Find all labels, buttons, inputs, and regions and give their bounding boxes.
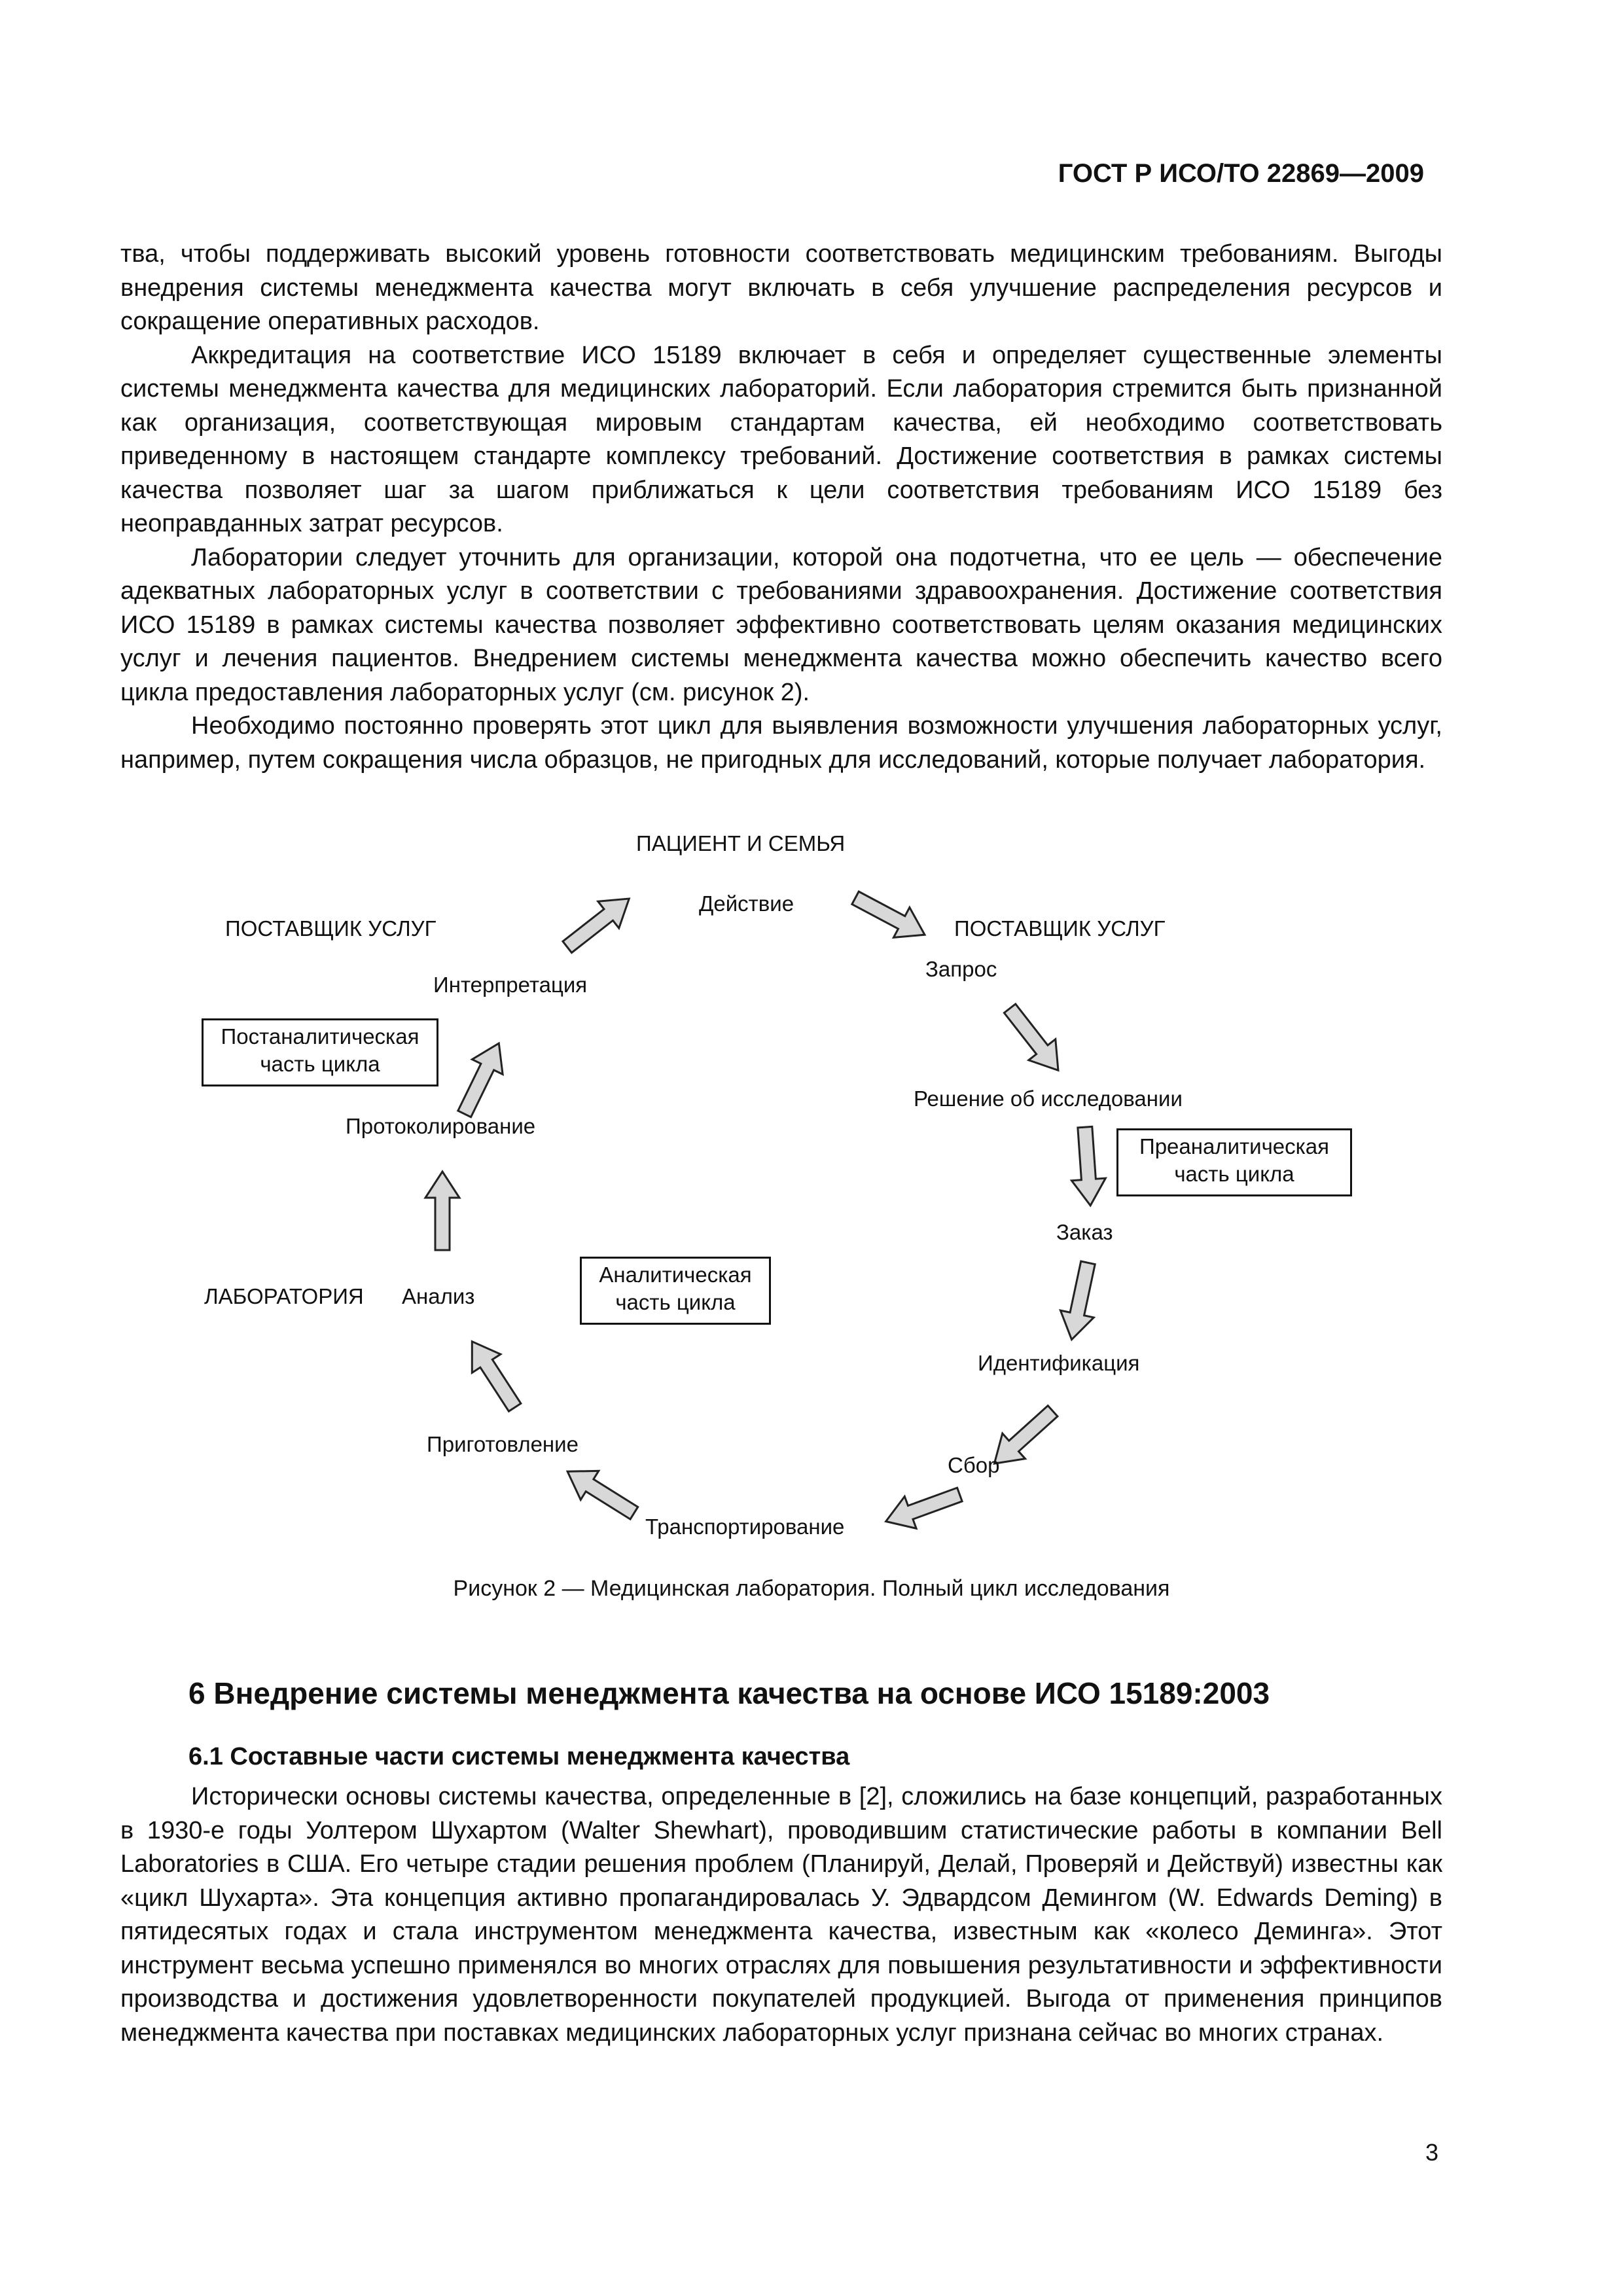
label-decision: Решение об исследовании bbox=[914, 1086, 1183, 1111]
section-6-1-heading: 6.1 Составные части системы менеджмента качества bbox=[188, 1743, 850, 1770]
label-provider-left: ПОСТАВЩИК УСЛУГ bbox=[225, 916, 437, 941]
arrow-interpretation-action bbox=[557, 886, 640, 961]
label-analysis: Анализ bbox=[402, 1284, 475, 1308]
arrow-decision-order bbox=[1068, 1126, 1107, 1206]
label-patient-family: ПАЦИЕНТ И СЕМЬЯ bbox=[636, 831, 846, 855]
paragraph-4: Необходимо постоянно проверять этот цикл для выявления возможности улучшения лабораторных услуг, например, путем сокращения числа образцов, не пригодных для исследований, которые получает лаборатория. bbox=[120, 712, 1442, 774]
label-laboratory: ЛАБОРАТОРИЯ bbox=[204, 1284, 364, 1308]
box-preanalytic-line2: часть цикла bbox=[1174, 1162, 1294, 1186]
box-analytic-line2: часть цикла bbox=[615, 1290, 736, 1314]
box-postanalytic-line2: часть цикла bbox=[260, 1052, 380, 1076]
section-6-heading: 6 Внедрение системы менеджмента качества на основе ИСО 15189:2003 bbox=[188, 1676, 1270, 1710]
label-preparation: Приготовление bbox=[427, 1432, 579, 1456]
page-number: 3 bbox=[1425, 2139, 1438, 2166]
arrow-analysis-reporting bbox=[425, 1172, 459, 1250]
arrow-action-request bbox=[847, 883, 933, 950]
figure-caption: Рисунок 2 — Медицинская лаборатория. Полный цикл исследования bbox=[453, 1576, 1170, 1601]
label-request: Запрос bbox=[925, 957, 997, 981]
document-header: ГОСТ Р ИСО/ТО 22869—2009 bbox=[1058, 159, 1424, 188]
paragraph-1: тва, чтобы поддерживать высокий уровень готовности соответствовать медицинским требованиям. Выгоды внедрения системы менеджмента качества могут включать в себя улучшение распределения ресурсов и сокращение оперативных расходов. bbox=[120, 240, 1442, 335]
box-preanalytic-line1: Преаналитическая bbox=[1139, 1134, 1330, 1158]
body-text bbox=[120, 238, 1442, 777]
arrow-reporting-interpretation bbox=[449, 1036, 514, 1122]
arrow-transport-preparation bbox=[558, 1457, 643, 1528]
section-6-1-body bbox=[120, 1780, 1442, 2050]
label-collection: Сбор bbox=[948, 1453, 1000, 1477]
paragraph-3: Лаборатории следует уточнить для организации, которой она подотчетна, что ее цель — обеспечение адекватных лабораторных услуг в соответствии с требованиями здравоохранения. Достижение соответствия ИСО 15189 в рамках системы качества позволяет эффективно соответствовать целям оказания медицинских услуг и лечения пациентов. Внедрением системы менеджмента качества можно обеспечить качество всего цикла предоставления лабораторных услуг (см. рисунок 2). bbox=[120, 543, 1442, 706]
box-preanalytic bbox=[1116, 1128, 1352, 1196]
label-reporting: Протоколирование bbox=[346, 1114, 536, 1138]
paragraph-2: Аккредитация на соответствие ИСО 15189 включает в себя и определяет существенные элементы системы менеджмента качества для медицинских лабораторий. Если лаборатория стремится быть признанной как организация, соответствующая мировым стандартам качества, ей необходимо соответствовать приведенному в настоящем стандарте комплексу требований. Достижение соответствия в рамках системы качества позволяет шаг за шагом приближаться к цели соответствия требованиям ИСО 15189 без неоправданных затрат ресурсов. bbox=[120, 341, 1442, 537]
label-provider-right: ПОСТАВЩИК УСЛУГ bbox=[954, 916, 1166, 941]
arrow-request-decision bbox=[997, 998, 1072, 1081]
box-postanalytic bbox=[202, 1018, 438, 1086]
label-interpretation: Интерпретация bbox=[433, 973, 588, 997]
label-identification: Идентификация bbox=[978, 1351, 1140, 1375]
box-postanalytic-line1: Постаналитическая bbox=[221, 1024, 419, 1049]
box-analytic-line1: Аналитическая bbox=[599, 1263, 752, 1287]
arrow-order-identification bbox=[1055, 1259, 1105, 1343]
label-action: Действие bbox=[699, 891, 794, 916]
label-transport: Транспортирование bbox=[645, 1515, 845, 1539]
figure-lab-cycle bbox=[0, 818, 1623, 1617]
section-6-1-paragraph: Исторически основы системы качества, определенные в [2], сложились на базе концепций, разработанных в 1930-е годы Уолтером Шухартом (Walter Shewhart), проводившим статистические работы в компании Bell Laboratories в США. Его четыре стадии решения проблем (Планируй, Делай, Проверяй и Действуй) известны как «цикл Шухарта». Эта концепция активно пропагандировалась У. Эдвардсом Демингом (W. Edwards Deming) в пятидесятых годах и стала инструментом менеджмента качества, известным как «колесо Деминга». Этот инструмент весьма успешно применялся во многих отраслях для повышения результативности и эффективности производства и достижения удовлетворенности покупателей продукцией. Выгода от применения принципов менеджмента качества при поставках медицинских лабораторных услуг признана сейчас во многих странах. bbox=[120, 1783, 1442, 2047]
arrow-preparation-analysis bbox=[458, 1333, 529, 1417]
arrow-collection-transport bbox=[880, 1479, 966, 1537]
box-analytic bbox=[580, 1257, 771, 1325]
label-order: Заказ bbox=[1056, 1220, 1113, 1244]
